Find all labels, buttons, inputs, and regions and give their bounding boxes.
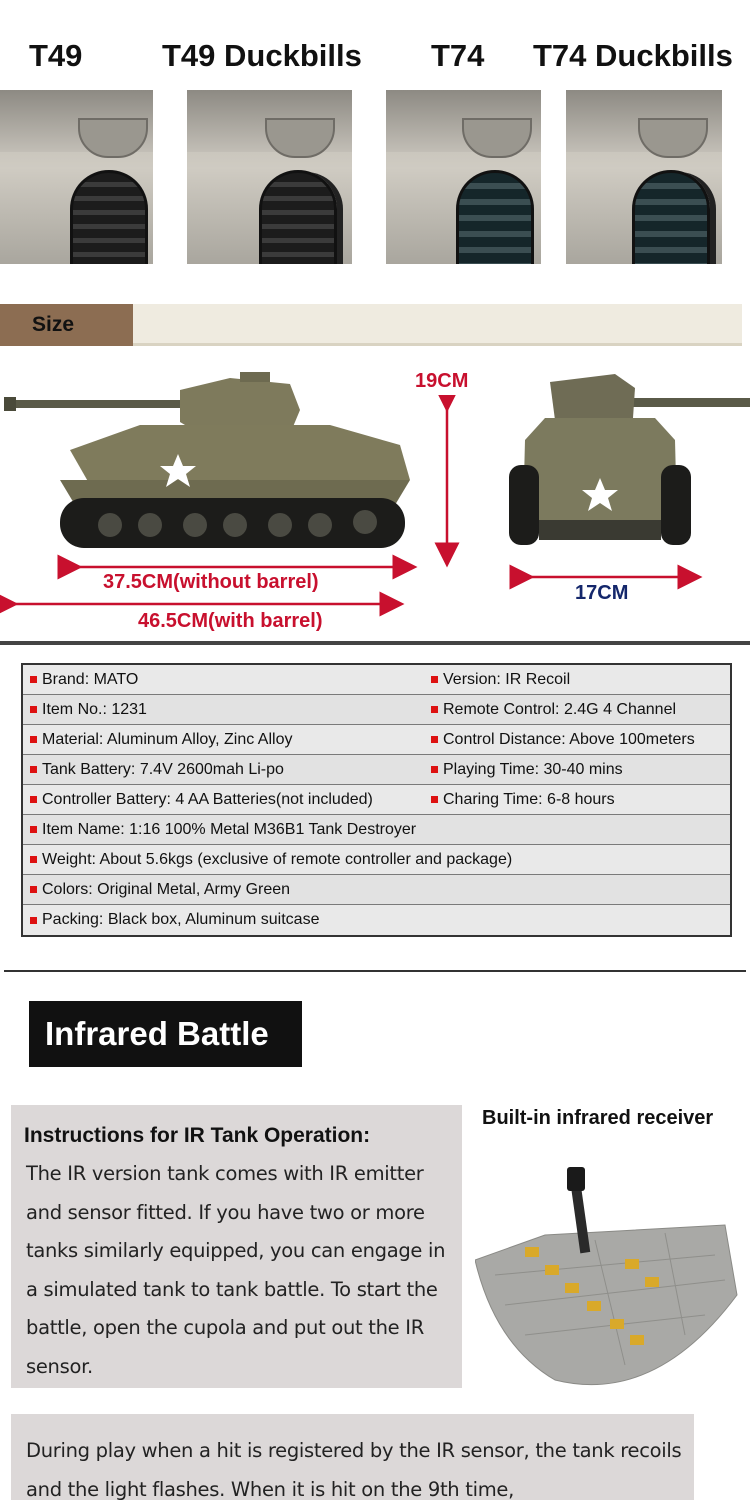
- ir-instructions-heading: Instructions for IR Tank Operation:: [24, 1124, 371, 1147]
- length-without-barrel-label: 37.5CM(without barrel): [103, 571, 319, 593]
- spec-row: [23, 785, 730, 815]
- bullet-icon: [30, 796, 37, 803]
- bullet-icon: [30, 706, 37, 713]
- bullet-icon: [30, 856, 37, 863]
- spec-row: [23, 845, 730, 875]
- length-with-barrel-label: 46.5CM(with barrel): [138, 610, 323, 632]
- ir-instructions-text: The IR version tank comes with IR emitter and sensor fitted. If you have two or more tanks similarly equipped, you can engage in a simulated tank to tank battle. To start the battle, open the cupola and put out the IR sensor.: [26, 1162, 446, 1378]
- bullet-icon: [30, 676, 37, 683]
- spec-brand: Brand: MATO: [42, 670, 139, 688]
- ir-receiver-label: Built-in infrared receiver: [482, 1107, 714, 1129]
- track-photo-t74: [386, 90, 541, 264]
- bullet-icon: [30, 826, 37, 833]
- ir-receiver-image: [475, 1165, 745, 1395]
- spec-item-name: Item Name: 1:16 100% Metal M36B1 Tank Destroyer: [42, 820, 417, 838]
- spec-row: [23, 695, 730, 725]
- spec-row: [23, 725, 730, 755]
- spec-controller-battery: Controller Battery: 4 AA Batteries(not included): [42, 790, 373, 808]
- bullet-icon: [431, 796, 438, 803]
- spec-packing: Packing: Black box, Aluminum suitcase: [42, 911, 320, 928]
- spec-row: [23, 755, 730, 785]
- track-title-t74-duckbills: T74 Duckbills: [533, 38, 733, 73]
- track-title-t74: T74: [431, 38, 485, 73]
- section-divider: [0, 641, 750, 645]
- track-photo-t49-duckbills: [187, 90, 352, 264]
- track-title-t49-duckbills: T49 Duckbills: [162, 38, 362, 73]
- spec-control-distance: Control Distance: Above 100meters: [443, 730, 695, 748]
- track-photo-t49: [0, 90, 153, 264]
- spec-row: [23, 905, 730, 935]
- section-divider: [4, 970, 746, 972]
- bullet-icon: [30, 736, 37, 743]
- spec-row: [23, 665, 730, 695]
- spec-weight: Weight: About 5.6kgs (exclusive of remote controller and package): [42, 850, 513, 868]
- spec-version: Version: IR Recoil: [443, 670, 571, 688]
- infrared-battle-title: Infrared Battle: [45, 1015, 269, 1052]
- bullet-icon: [30, 766, 37, 773]
- width-dimension-label: 17CM: [575, 582, 629, 604]
- bullet-icon: [431, 706, 438, 713]
- size-section-label: Size: [32, 313, 75, 336]
- bullet-icon: [431, 736, 438, 743]
- spec-charging-time: Charing Time: 6-8 hours: [443, 790, 615, 808]
- spec-playing-time: Playing Time: 30-40 mins: [443, 760, 623, 778]
- track-title-t49: T49: [29, 38, 83, 73]
- height-dimension-label: 19CM: [415, 370, 469, 392]
- spec-material: Material: Aluminum Alloy, Zinc Alloy: [42, 730, 293, 748]
- bullet-icon: [431, 766, 438, 773]
- spec-remote-control: Remote Control: 2.4G 4 Channel: [443, 700, 677, 718]
- spec-colors: Colors: Original Metal, Army Green: [42, 880, 291, 898]
- ir-hit-description-text: During play when a hit is registered by the IR sensor, the tank recoils and the light flashes. When it is hit on the 9th time,: [26, 1439, 682, 1500]
- bullet-icon: [30, 917, 37, 924]
- bullet-icon: [431, 676, 438, 683]
- spec-row: [23, 875, 730, 905]
- spec-tank-battery: Tank Battery: 7.4V 2600mah Li-po: [42, 760, 284, 778]
- track-photo-t74-duckbills: [566, 90, 722, 264]
- bullet-icon: [30, 886, 37, 893]
- spec-item-no: Item No.: 1231: [42, 700, 147, 718]
- spec-row: [23, 815, 730, 845]
- spec-table: [21, 663, 732, 937]
